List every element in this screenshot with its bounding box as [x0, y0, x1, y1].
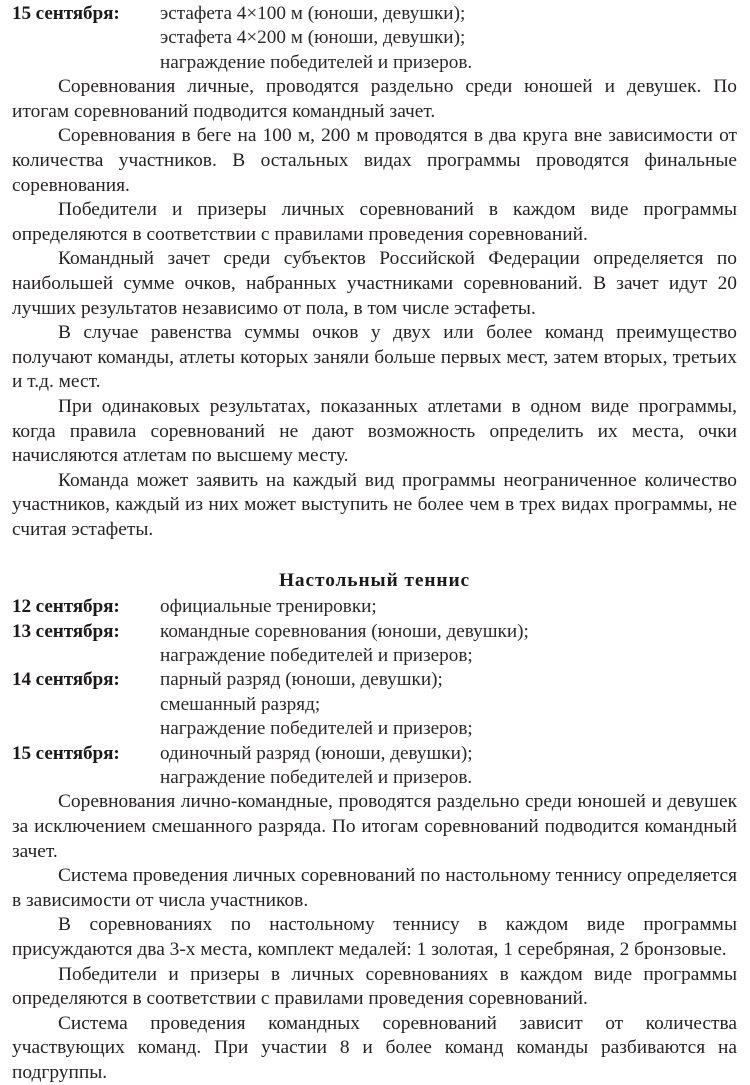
schedule-item: смешанный разряд; — [160, 693, 321, 715]
schedule-items-cell — [160, 595, 737, 619]
schedule-items-cell — [160, 742, 737, 791]
body-paragraph: В случае равенства суммы очков у двух или более команд преимущество получают команды, атлеты которых заняли больше первых мест, затем вторых, третьих и т.д. мест. — [12, 322, 737, 393]
schedule-item: награждение победителей и призеров; — [160, 718, 473, 740]
schedule-items-cell — [160, 668, 737, 741]
body-paragraph: Соревнования лично-командные, проводятся раздельно среди юношей и девушек за исключением смешанного разряда. По итогам соревнований подводится командный зачет. — [12, 791, 737, 862]
schedule-items-cell — [160, 2, 737, 75]
schedule-item: эстафета 4×100 м (юноши, девушки); — [160, 3, 466, 24]
schedule-date-label: 13 сентября: — [12, 620, 120, 642]
athletics-schedule — [12, 2, 737, 75]
schedule-row — [12, 595, 737, 619]
schedule-row — [12, 668, 737, 741]
body-paragraph: В соревнованиях по настольному теннису в каждом виде программы присуждаются два 3-х места, комплект медалей: 1 золотая, 1 серебряная, 2 бронзовые. — [12, 914, 737, 960]
table-tennis-schedule — [12, 595, 737, 790]
schedule-date-label: 15 сентября: — [12, 3, 120, 24]
schedule-item: награждение победителей и призеров; — [160, 644, 473, 666]
body-paragraph: Победители и призеры личных соревнований в каждом виде программы определяются в соответствии с правилами проведения соревнований. — [12, 199, 737, 245]
table-tennis-schedule-body — [12, 595, 737, 790]
schedule-item: эстафета 4×200 м (юноши, девушки); — [160, 27, 466, 49]
body-paragraph: Система проведения командных соревнований зависит от количества участвующих команд. При участии 8 и более команд команды разбиваются на подгруппы. — [12, 1012, 737, 1083]
schedule-item: награждение победителей и призеров. — [160, 766, 473, 788]
schedule-row — [12, 742, 737, 791]
body-paragraph: Соревнования в беге на 100 м, 200 м проводятся в два круга вне зависимости от количества участников. В остальных видах программы проводятся финальные соревнования. — [12, 125, 737, 196]
schedule-item: официальные тренировки; — [160, 596, 377, 618]
spacer — [12, 543, 737, 569]
schedule-date-label: 12 сентября: — [12, 596, 120, 618]
document-content — [12, 2, 737, 1085]
body-paragraph: При одинаковых результатах, показанных атлетами в одном виде программы, когда правила соревнований не дают возможность определить их места, очки начисляются атлетам по высшему месту. — [12, 395, 737, 467]
schedule-item: одиночный разряд (юноши, девушки); — [160, 742, 473, 764]
section-heading-table-tennis: Настольный теннис — [278, 569, 471, 591]
body-paragraph: Команда может заявить на каждый вид программы неограниченное количество участников, каждый из них может выступить не более чем в трех видах программы, не считая эстафеты. — [12, 469, 737, 540]
athletics-schedule-body — [12, 2, 737, 75]
schedule-row — [12, 620, 737, 669]
schedule-date-label: 14 сентября: — [12, 669, 120, 691]
body-paragraph: Соревнования личные, проводятся раздельно среди юношей и девушек. По итогам соревнований подводится командный зачет. — [12, 76, 737, 122]
schedule-items-cell — [160, 620, 737, 669]
body-paragraph: Командный зачет среди субъектов Российской Федерации определяется по наибольшей сумме очков, набранных участниками соревнований. В зачет идут 20 лучших результатов независимо от пола, в том числе эстафеты. — [12, 248, 737, 319]
schedule-item: награждение победителей и призеров. — [160, 51, 473, 73]
body-paragraph: Система проведения личных соревнований по настольному теннису определяется в зависимости от числа участников. — [12, 865, 737, 911]
schedule-row — [12, 2, 737, 75]
body-paragraph: Победители и призеры в личных соревнованиях в каждом виде программы определяются в соответствии с правилами проведения соревнований. — [12, 963, 737, 1010]
schedule-item: командные соревнования (юноши, девушки); — [160, 620, 529, 642]
schedule-item: парный разряд (юноши, девушки); — [160, 669, 443, 691]
schedule-date-label: 15 сентября: — [12, 742, 120, 764]
